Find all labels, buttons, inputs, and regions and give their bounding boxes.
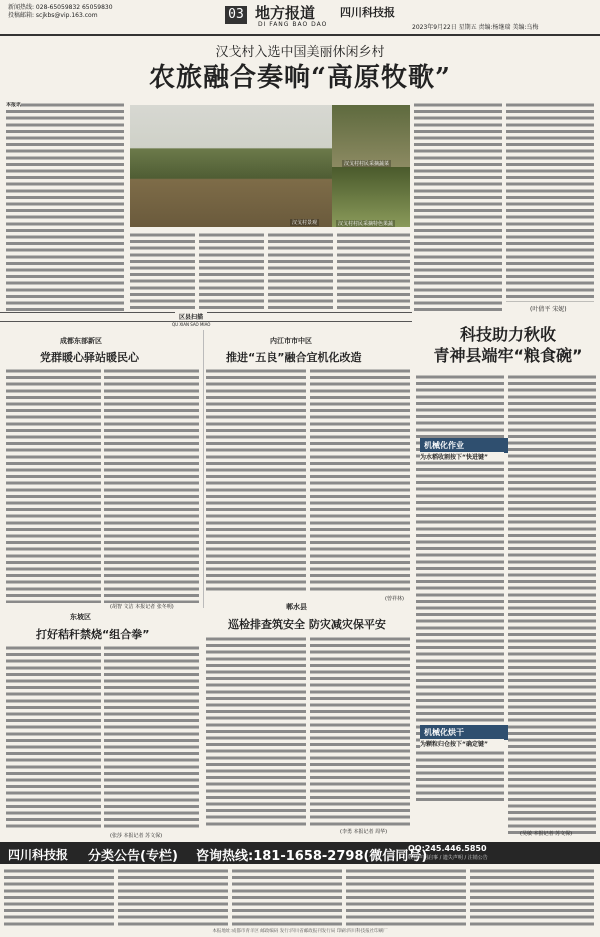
lead-body-col5 (337, 232, 410, 312)
lead-photo-field (130, 105, 332, 227)
subhead-1: 机械化作业 (420, 438, 508, 453)
right-story-title-2: 青神县端牢“粮食碗” (433, 346, 583, 365)
lead-body-col2 (130, 232, 195, 312)
lead-photo-villagers (332, 105, 410, 167)
section-bar (0, 312, 412, 327)
subhead-2: 机械化烘干 (420, 725, 508, 740)
brief-body-2b (310, 368, 410, 593)
masthead (0, 0, 600, 36)
classified-banner (0, 842, 600, 864)
classified-qq: QQ:245.446.5850 (408, 844, 487, 853)
brief-region-4: 郫水县 (286, 603, 307, 611)
lead-byline: 本报讯 (6, 102, 22, 108)
page-number: 03 (225, 6, 247, 24)
brief-region-1: 成都东部新区 (60, 337, 102, 345)
brief-body-1a (6, 368, 101, 603)
brief-body-3a (6, 645, 101, 830)
subhead-2-desc: 为颗粒归仓按下“确定键” (420, 739, 504, 748)
brief-body-3b (104, 645, 199, 830)
lead-author: (叶倩平 宋妮) (530, 306, 567, 313)
brief-author-1: (胡智 文洁 本报记者 张冬明) (110, 604, 174, 610)
subhead-1-desc: 为水稻收割按下“快进键” (420, 452, 504, 461)
classified-ad-3 (232, 868, 342, 926)
brief-region-3: 东坡区 (70, 613, 91, 621)
classified-ad-2 (118, 868, 228, 926)
lead-body-col1 (6, 102, 124, 312)
lead-photo-harvest (332, 167, 410, 227)
lead-kicker: 汉戈村入选中国美丽休闲乡村 (215, 45, 385, 60)
classified-hotline: 咨询热线:181-1658-2798(微信同号) (196, 849, 428, 864)
lead-body-col6 (414, 102, 502, 312)
brief-title-3: 打好秸秆禁烧“组合拳” (36, 628, 150, 641)
brief-body-1b (104, 368, 199, 603)
classified-ad-1 (4, 868, 114, 926)
brief-title-2: 推进“五良”融合宜机化改造 (226, 351, 362, 364)
submission-email: 投稿邮箱: scjkbs@vip.163.com (8, 12, 98, 19)
paper-logo: 四川科技报 (340, 6, 395, 19)
brief-body-2a (206, 368, 306, 593)
section-pinyin: QU XIAN SAO MIAO (172, 322, 211, 327)
lead-headline: 农旅融合奏响“高原牧歌” (149, 63, 451, 93)
classified-notes: 收登声明启事 / 遗失声明 / 注销公告 (408, 855, 488, 861)
column-title: 地方报道 (255, 4, 316, 22)
brief-body-4a (206, 636, 306, 826)
issue-date-info: 2023年9月22日 星期五 责编:杨继瑞 美编:乌梅 (412, 24, 539, 31)
lead-body-col4 (268, 232, 333, 312)
contact-info (8, 4, 113, 20)
brief-author-4: (李勇 本报记者 周华) (340, 829, 388, 835)
classified-logo: 四川科技报 (8, 848, 69, 862)
lead-body-col3 (199, 232, 264, 312)
column-divider (203, 330, 204, 608)
brief-author-3: (张莎 本报记者 苏文保) (110, 833, 163, 839)
column-pinyin: DI FANG BAO DAO (258, 21, 328, 28)
page-footer: 本报地址:成都市青羊区 邮政编码 发行:四川省邮政报刊发行局 印刷:四川科技报社印刷厂 (212, 929, 388, 934)
brief-author-2: (曾祥林) (385, 596, 404, 602)
right-story-title-1: 科技助力秋收 (459, 325, 556, 344)
news-hotline: 新闻热线: 028-65059832 65059830 (8, 4, 113, 11)
brief-region-2: 内江市市中区 (270, 337, 312, 345)
lead-photo-caption-2: 汉戈村村民采摘蔬菜 (344, 161, 390, 167)
classified-ad-4 (346, 868, 466, 926)
classified-title: 分类公告(专栏) (88, 849, 178, 864)
brief-title-1: 党群暖心驿站暖民心 (40, 351, 139, 364)
lead-photo-caption-1: 汉戈村景观 (292, 220, 318, 226)
lead-photo-caption-3: 汉戈村村民采摘特色果蔬 (338, 221, 394, 227)
brief-body-4b (310, 636, 410, 826)
right-story-body-b (508, 374, 596, 836)
lead-body-col7 (506, 102, 594, 302)
section-label: 区县扫描 (175, 312, 207, 321)
classified-ad-5 (470, 868, 594, 926)
brief-title-4: 巡检排查筑安全 防灾减灾保平安 (228, 618, 386, 631)
right-story-author: (吴敏 本报记者 苏文保) (520, 831, 573, 837)
